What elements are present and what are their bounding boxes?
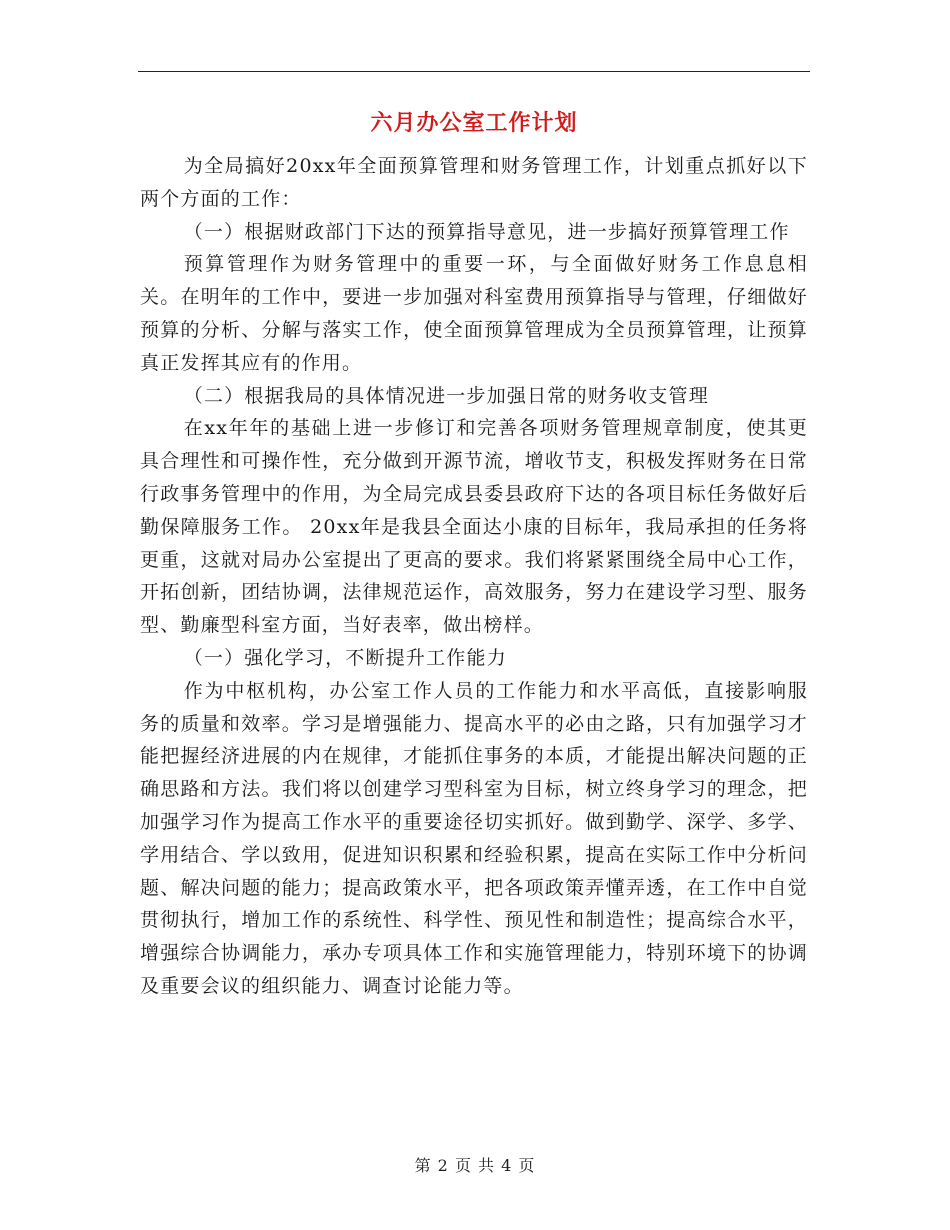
paragraph-intro: 为全局搞好20xx年全面预算管理和财务管理工作，计划重点抓好以下两个方面的工作： (140, 155, 808, 210)
paragraph-learning: 作为中枢机构，办公室工作人员的工作能力和水平高低，直接影响服务的质量和效率。学习是增强能力、提高水平的必由之路，只有加强学习才能把握经济进展的内在规律，才能抓住事务的本质，才能提出解决问题的正确思路和方法。我们将以创建学习型科室为目标，树立终身学习的理念，把加强学习作为提高工作水平的重要途径切实抓好。做到勤学、深学、多学、学用结合、学以致用，促进知识积累和经验积累，提高在实际工作中分析问题、解决问题的能力；提高政策水平，把各项政策弄懂弄透，在工作中自觉贯彻执行，增加工作的系统性、科学性、预见性和制造性；提高综合水平，增强综合协调能力，承办专项具体工作和实施管理能力，特别环境下的协调及重要会议的组织能力、调查讨论能力等。 (140, 679, 808, 997)
document-body (140, 150, 808, 1003)
section-heading-budget: （一）根据财政部门下达的预算指导意见，进一步搞好预算管理工作 (183, 220, 790, 243)
document-title: 六月办公室工作计划 (370, 110, 578, 136)
paragraph-finance: 在xx年年的基础上进一步修订和完善各项财务管理规章制度，使其更具合理性和可操作性，充分做到开源节流，增收节支，积极发挥财务在日常行政事务管理中的作用，为全局完成县委县政府下达的各项目标任务做好后勤保障服务工作。 20xx年是我县全面达小康的目标年，我局承担的任务将更重，这就对局办公室提出了更高的要求。我们将紧紧围绕全局中心工作，开拓创新，团结协调，法律规范运作，高效服务，努力在建设学习型、服务型、勤廉型科室方面，当好表率，做出榜样。 (140, 417, 808, 637)
header-rule (138, 71, 810, 72)
section-heading-learning: （一）强化学习，不断提升工作能力 (183, 646, 507, 669)
paragraph-budget: 预算管理作为财务管理中的重要一环，与全面做好财务工作息息相关。在明年的工作中，要进一步加强对科室费用预算指导与管理，仔细做好预算的分析、分解与落实工作，使全面预算管理成为全员预算管理，让预算真正发挥其应有的作用。 (140, 253, 808, 374)
page-footer: 第 2 页 共 4 页 (414, 1156, 536, 1175)
section-heading-finance: （二）根据我局的具体情况进一步加强日常的财务收支管理 (183, 384, 709, 407)
